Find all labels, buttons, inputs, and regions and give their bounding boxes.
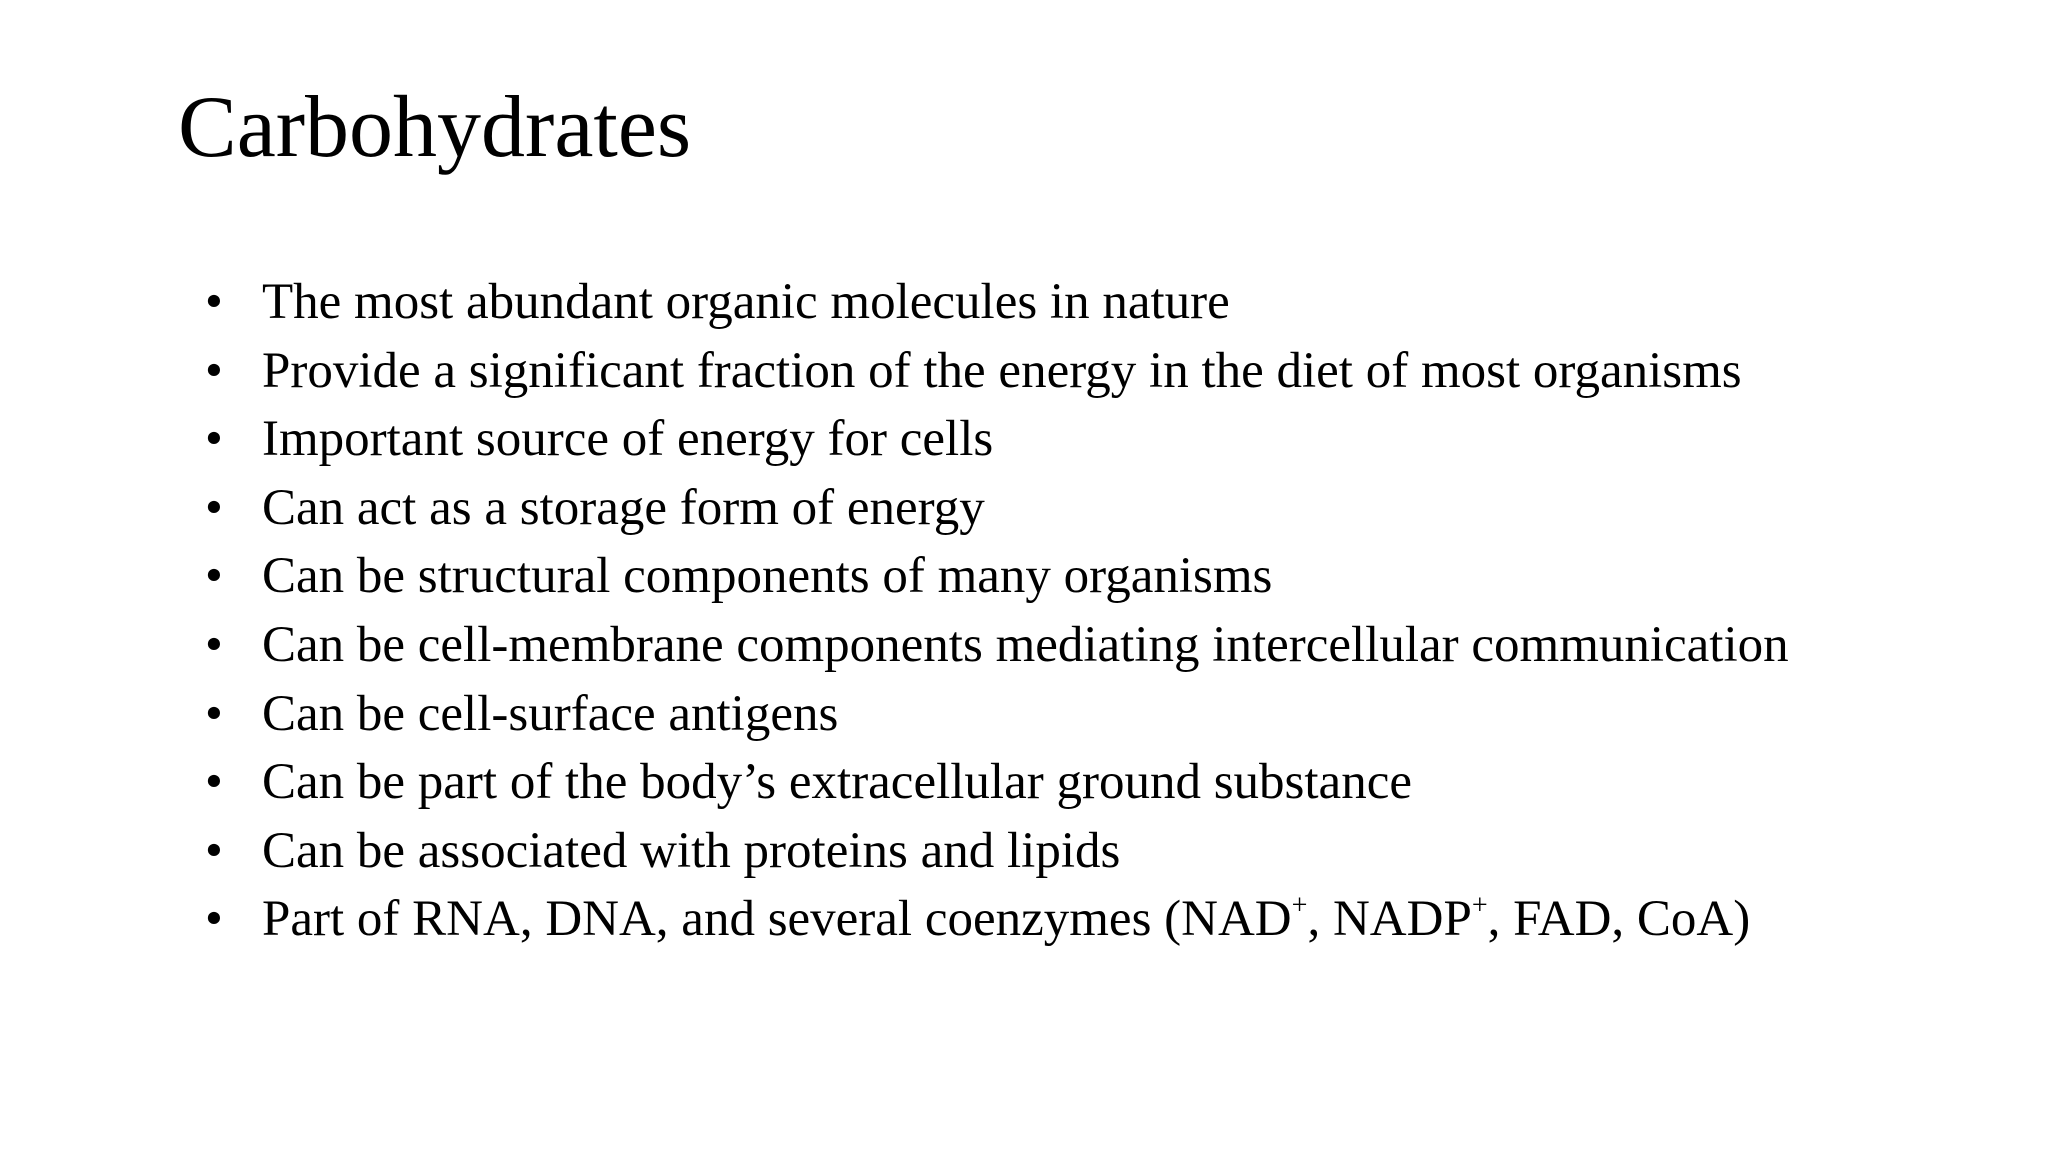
bullet-text: The most abundant organic molecules in nature xyxy=(262,274,1230,330)
bullet-icon: • xyxy=(205,685,223,742)
bullet-text: Can be structural components of many organisms xyxy=(262,548,1273,605)
bullet-icon: • xyxy=(205,274,223,330)
bullet-text: Can be cell-membrane components mediating intercellular communication xyxy=(262,616,1789,673)
bullet-icon: • xyxy=(205,411,223,468)
bullet-item xyxy=(205,268,1789,337)
bullet-text: Can act as a storage form of energy xyxy=(262,479,985,536)
bullet-item xyxy=(205,817,1789,886)
bullet-icon: • xyxy=(205,616,223,673)
bullet-item xyxy=(205,748,1789,817)
bullet-item xyxy=(205,474,1789,543)
bullet-text-part: Part of RNA, DNA, and several coenzymes (NAD xyxy=(262,891,1292,948)
bullet-item xyxy=(205,680,1789,749)
superscript-plus: + xyxy=(1471,890,1488,922)
bullet-icon: • xyxy=(205,822,223,879)
bullet-text: Provide a significant fraction of the energy in the diet of most organisms xyxy=(262,342,1742,399)
bullet-icon: • xyxy=(205,754,223,811)
bullet-text: Can be cell-surface antigens xyxy=(262,685,839,742)
bullet-text xyxy=(262,885,1750,954)
bullet-list xyxy=(205,268,1789,954)
bullet-text-part: , FAD, CoA) xyxy=(1487,891,1751,948)
bullet-text-part: , NADP xyxy=(1307,891,1472,948)
bullet-text: Important source of energy for cells xyxy=(262,411,994,468)
bullet-item xyxy=(205,405,1789,474)
bullet-text: Can be associated with proteins and lipids xyxy=(262,822,1121,879)
bullet-item xyxy=(205,542,1789,611)
slide-title: Carbohydrates xyxy=(178,79,692,176)
bullet-item xyxy=(205,337,1789,406)
bullet-icon: • xyxy=(205,891,223,948)
bullet-icon: • xyxy=(205,548,223,605)
bullet-icon: • xyxy=(205,342,223,399)
superscript-plus: + xyxy=(1291,890,1308,922)
bullet-item-coenzymes xyxy=(205,885,1789,954)
bullet-item xyxy=(205,611,1789,680)
bullet-icon: • xyxy=(205,479,223,536)
bullet-text: Can be part of the body’s extracellular ground substance xyxy=(262,754,1412,811)
